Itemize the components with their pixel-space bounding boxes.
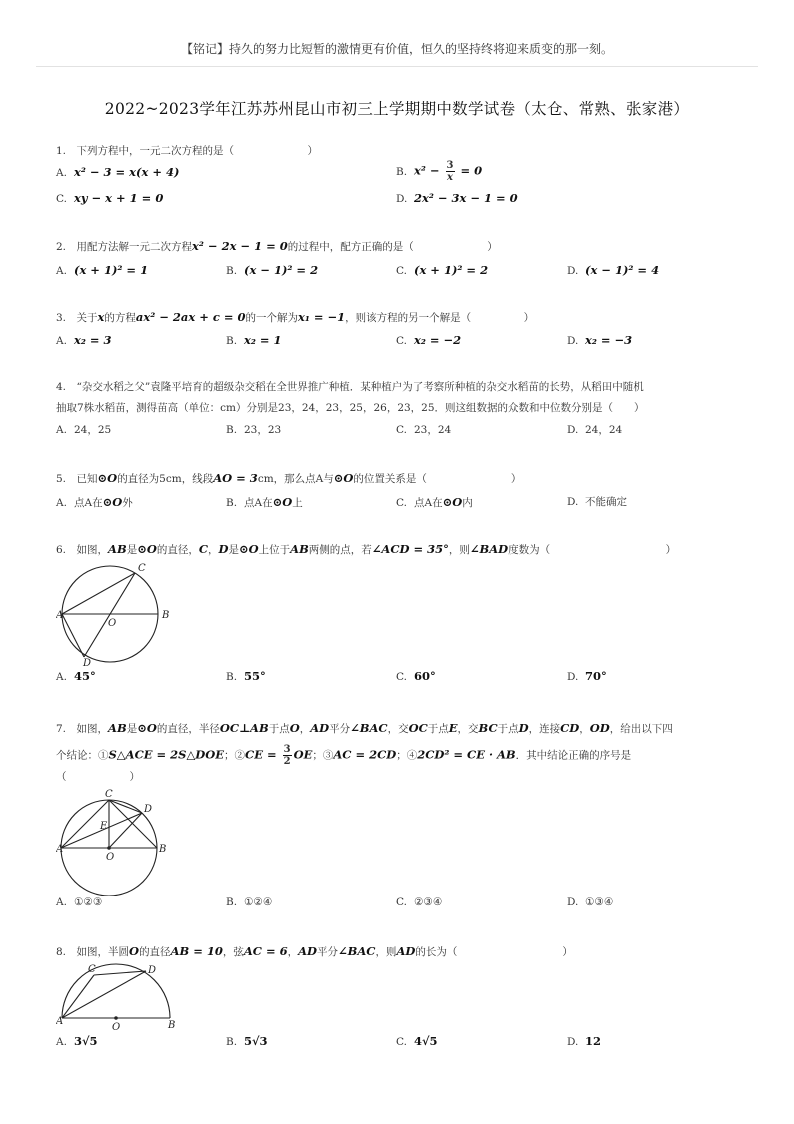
option-d[interactable]: D. x₂ = −3 bbox=[567, 333, 633, 347]
point-label: B bbox=[168, 1020, 176, 1031]
option-d[interactable]: D. 12 bbox=[567, 1034, 602, 1048]
question-8: 8. 如图，半圆O的直径AB = 10，弦AC = 6，AD平分∠BAC，则AD的长为（ ） bbox=[56, 944, 573, 958]
option-a[interactable]: A. 3√5 bbox=[56, 1034, 98, 1048]
point-label: C bbox=[138, 563, 146, 574]
option-a[interactable]: A. 45° bbox=[56, 669, 96, 683]
option-c[interactable]: C. 23，24 bbox=[396, 424, 452, 436]
option-c[interactable]: C. 60° bbox=[396, 669, 436, 683]
option-c[interactable]: C. (x + 1)² = 2 bbox=[396, 263, 489, 277]
option-a[interactable]: A. ①②③ bbox=[56, 896, 103, 908]
option-a[interactable]: A. 24，25 bbox=[56, 424, 112, 436]
point-label: C bbox=[88, 964, 96, 975]
point-label: A bbox=[56, 844, 64, 855]
point-label: C bbox=[105, 789, 113, 800]
option-d[interactable]: D. 70° bbox=[567, 669, 607, 683]
question-stem: 下列方程中，一元二次方程的是（ ） bbox=[76, 145, 319, 157]
option-a[interactable]: A. x² − 3 = x(x + 4) bbox=[56, 165, 180, 179]
option-b[interactable]: B. 23，23 bbox=[226, 424, 282, 436]
point-label: B bbox=[162, 610, 170, 621]
question-7-options bbox=[56, 892, 746, 913]
point-label: A bbox=[56, 610, 64, 621]
page-title: 2022~2023学年江苏苏州昆山市初三上学期期中数学试卷（太仓、常熟、张家港） bbox=[104, 100, 690, 118]
point-label: B bbox=[159, 844, 167, 855]
point-label: D bbox=[144, 804, 153, 815]
option-b[interactable]: B. 点A在⊙O上 bbox=[226, 495, 303, 509]
option-b[interactable]: B. 55° bbox=[226, 669, 266, 683]
point-label: O bbox=[106, 852, 115, 863]
question-number: 1. bbox=[56, 145, 67, 157]
point-label: D bbox=[83, 658, 92, 668]
point-label: A bbox=[56, 1016, 64, 1027]
header-divider bbox=[36, 66, 758, 67]
option-d[interactable]: D. 2x² − 3x − 1 = 0 bbox=[396, 191, 518, 205]
option-c[interactable]: C. 4√5 bbox=[396, 1034, 438, 1048]
question-1 bbox=[56, 141, 746, 212]
option-b[interactable]: B. x² − $\frac{3}{x}$ = 0 bbox=[396, 160, 483, 183]
figure-q8 bbox=[56, 962, 186, 1032]
option-d[interactable]: D. ①③④ bbox=[567, 896, 614, 908]
question-2: 2. 用配方法解一元二次方程x² − 2x − 1 = 0的过程中，配方正确的是（ ） A. (x + 1)² = 1 B. (x − 1)² = 2 C. (x + 1)² = 2 D. (x − 1)² = 4 bbox=[56, 236, 746, 281]
option-a[interactable]: A. 点A在⊙O外 bbox=[56, 495, 133, 509]
option-b[interactable]: B. x₂ = 1 bbox=[226, 333, 282, 347]
option-b[interactable]: B. ①②④ bbox=[226, 896, 273, 908]
question-6-options bbox=[56, 666, 746, 687]
figure-q7 bbox=[56, 786, 186, 896]
point-label: D bbox=[148, 965, 157, 976]
option-d[interactable]: D. (x − 1)² = 4 bbox=[567, 263, 660, 277]
question-8-options bbox=[56, 1031, 746, 1052]
question-4: 4. “杂交水稻之父”袁隆平培育的超级杂交稻在全世界推广种植．某种植户为了考察所种植的杂交水稻苗的长势，从稻田中随机 抽取7株水稻苗，测得苗高（单位：cm）分别是23，24，23，25，26，23，25．则这组数据的众数和中位数分别是（ ） A. 24，25 B. 23，23 C. 23，24 D. 24，24 bbox=[56, 377, 746, 441]
option-b[interactable]: B. (x − 1)² = 2 bbox=[226, 263, 319, 277]
point-label: E bbox=[100, 821, 108, 832]
question-3: 3. 关于x的方程ax² − 2ax + c = 0的一个解为x₁ = −1，则该方程的另一个解是（ ） A. x₂ = 3 B. x₂ = 1 C. x₂ = −2 D. x₂ = −3 bbox=[56, 307, 746, 351]
option-c[interactable]: C. 点A在⊙O内 bbox=[396, 495, 473, 509]
option-a[interactable]: A. x₂ = 3 bbox=[56, 333, 112, 347]
option-c[interactable]: C. xy − x + 1 = 0 bbox=[56, 191, 164, 205]
option-b[interactable]: B. 5√3 bbox=[226, 1034, 268, 1048]
header-motto: 【铭记】持久的努力比短暂的激情更有价值，恒久的坚持终将迎来质变的那一刻。 bbox=[180, 42, 613, 56]
option-c[interactable]: C. x₂ = −2 bbox=[396, 333, 462, 347]
question-6: 6. 如图，AB是⊙O的直径，C，D是⊙O上位于AB两侧的点，若∠ACD = 35°，则∠BAD度数为（ ） bbox=[56, 542, 677, 556]
option-d[interactable]: D. 不能确定 bbox=[567, 496, 627, 508]
point-label: O bbox=[112, 1022, 121, 1032]
option-a[interactable]: A. (x + 1)² = 1 bbox=[56, 263, 149, 277]
figure-q6 bbox=[56, 560, 186, 668]
option-c[interactable]: C. ②③④ bbox=[396, 896, 443, 908]
question-7: 7. 如图，AB是⊙O的直径，半径OC⊥AB于点O，AD平分∠BAC，交OC于点E，交BC于点D，连接CD，OD，给出以下四 个结论：①S△ACE = 2S△DOE；②CE = $\frac{3}{2}$ OE；③AC = 2CD；④2CD² = CE · AB．其中结论正确的序号是 （ ） bbox=[56, 721, 673, 783]
question-5: 5. 已知⊙O的直径为5cm，线段AO = 3cm，那么点A与⊙O的位置关系是（ ） A. 点A在⊙O外 B. 点A在⊙O上 C. 点A在⊙O内 D. 不能确定 bbox=[56, 468, 746, 513]
option-d[interactable]: D. 24，24 bbox=[567, 424, 623, 436]
point-label: O bbox=[108, 618, 117, 629]
